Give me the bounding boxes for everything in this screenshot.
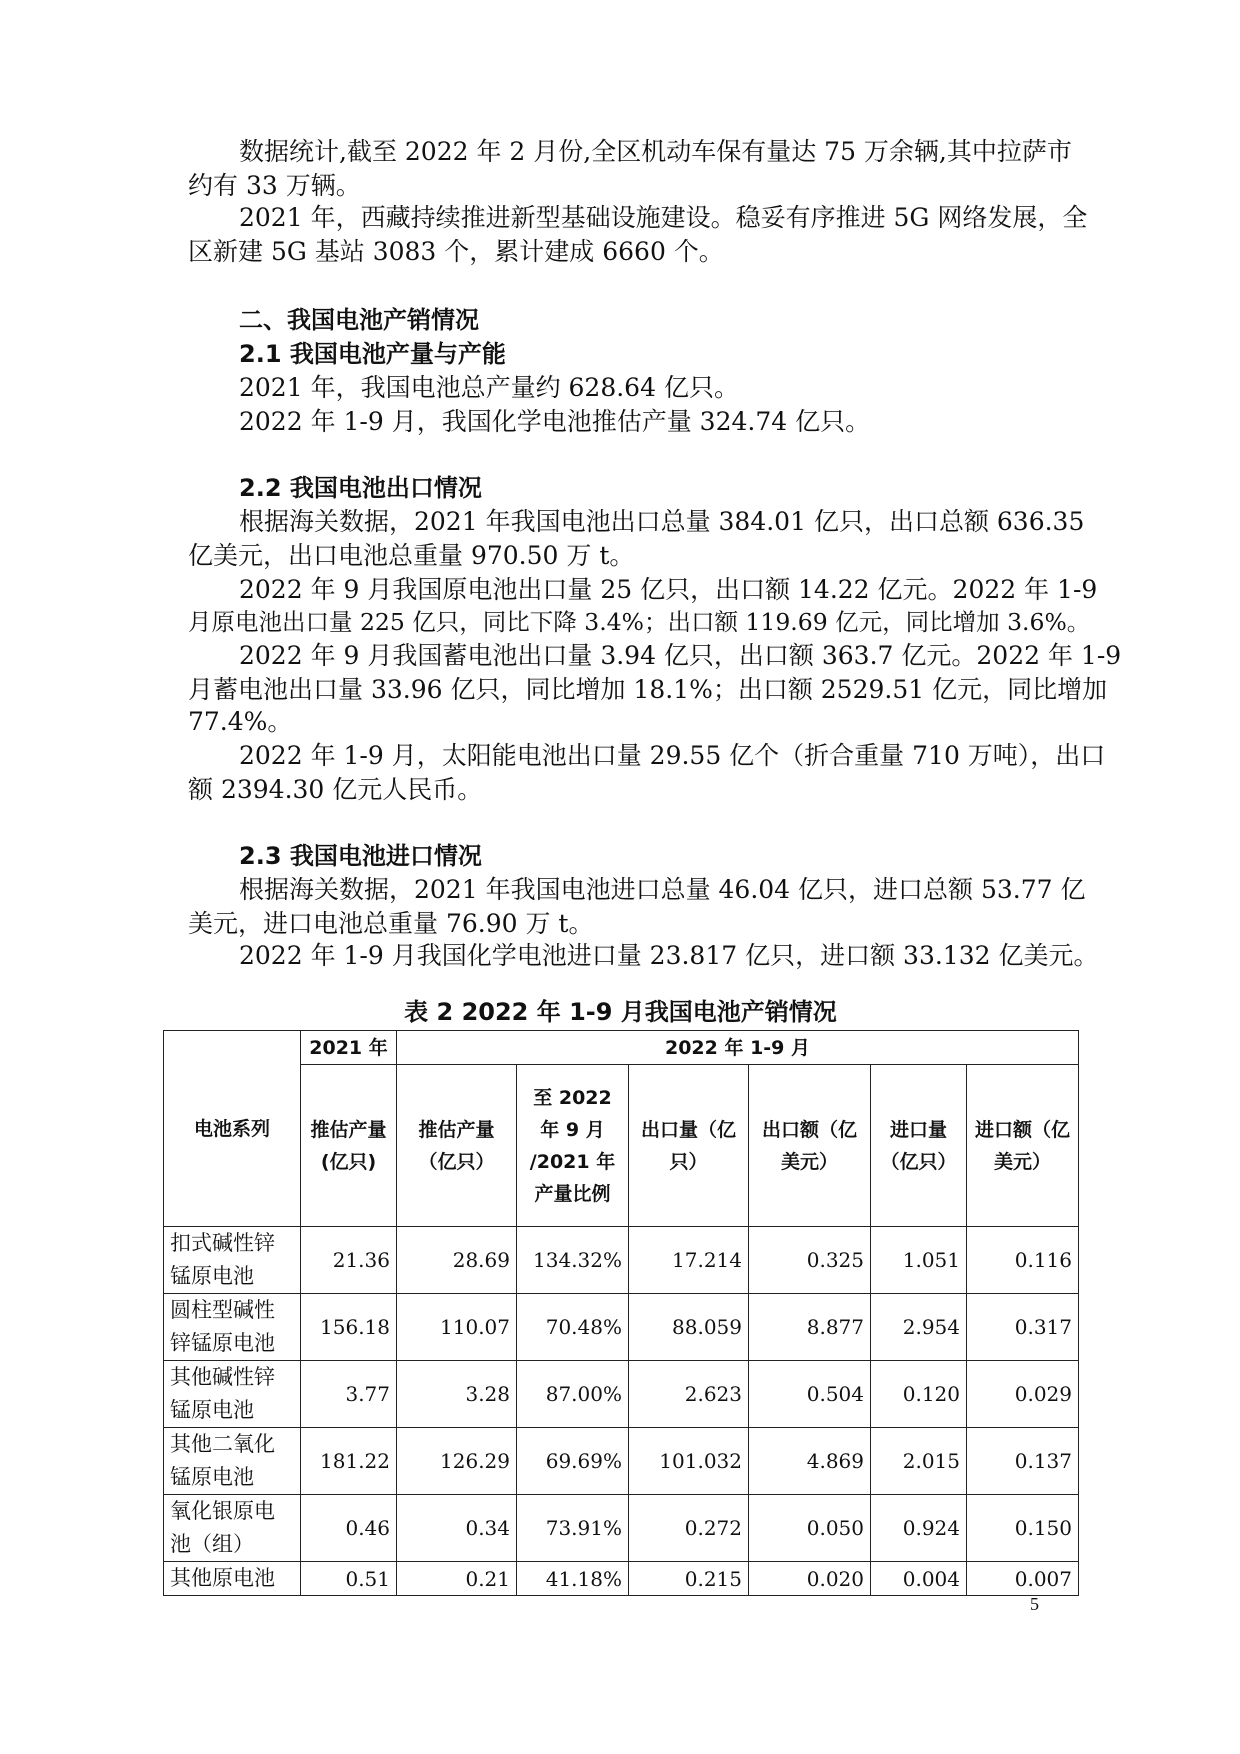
paragraph-line: 2022 年 1-9 月我国化学电池进口量 23.817 亿只，进口额 33.132 亿美元。 <box>239 941 1099 970</box>
paragraph-line: 2022 年 9 月我国原电池出口量 25 亿只，出口额 14.22 亿元。2022 年 1-9 <box>239 575 1098 604</box>
subsection-heading: 2.1 我国电池产量与产能 <box>239 340 506 368</box>
header-2021: 2021 年 <box>301 1031 397 1065</box>
cell-v2022: 110.07 <box>397 1294 517 1361</box>
paragraph-line: 77.4%。 <box>188 707 293 736</box>
col-import-amt: 进口额（亿美元） <box>967 1065 1079 1227</box>
paragraph-line: 根据海关数据，2021 年我国电池进口总量 46.04 亿只，进口总额 53.77 亿 <box>239 875 1086 904</box>
cell-import-qty: 1.051 <box>871 1227 967 1294</box>
table-row <box>164 1361 1079 1428</box>
header-series: 电池系列 <box>164 1031 301 1227</box>
table-row <box>164 1428 1079 1495</box>
col-export-qty: 出口量（亿只） <box>629 1065 749 1227</box>
cell-ratio: 69.69% <box>517 1428 629 1495</box>
cell-v2022: 126.29 <box>397 1428 517 1495</box>
cell-export-amt: 0.050 <box>749 1495 871 1562</box>
subsection-heading: 2.3 我国电池进口情况 <box>239 842 482 870</box>
cell-export-amt: 8.877 <box>749 1294 871 1361</box>
paragraph-line: 约有 33 万辆。 <box>188 171 361 200</box>
col-ratio: 至 2022 年 9 月 /2021 年产量比例 <box>517 1065 629 1227</box>
cell-export-amt: 0.504 <box>749 1361 871 1428</box>
cell-export-qty: 2.623 <box>629 1361 749 1428</box>
cell-v2022: 3.28 <box>397 1361 517 1428</box>
cell-series: 扣式碱性锌锰原电池 <box>164 1227 301 1294</box>
cell-v2021: 181.22 <box>301 1428 397 1495</box>
col-import-qty: 进口量（亿只） <box>871 1065 967 1227</box>
paragraph-line: 2022 年 1-9 月，太阳能电池出口量 29.55 亿个（折合重量 710 万吨），出口 <box>239 741 1106 770</box>
col-est-2021: 推估产量(亿只) <box>301 1065 397 1227</box>
table-row <box>164 1294 1079 1361</box>
cell-import-qty: 0.924 <box>871 1495 967 1562</box>
col-export-amt: 出口额（亿美元） <box>749 1065 871 1227</box>
cell-export-qty: 101.032 <box>629 1428 749 1495</box>
paragraph-line: 根据海关数据，2021 年我国电池出口总量 384.01 亿只，出口总额 636.35 <box>239 507 1085 536</box>
table-row <box>164 1227 1079 1294</box>
cell-series: 圆柱型碱性锌锰原电池 <box>164 1294 301 1361</box>
paragraph-line: 额 2394.30 亿元人民币。 <box>188 775 483 804</box>
cell-import-amt: 0.317 <box>967 1294 1079 1361</box>
paragraph-line: 月蓄电池出口量 33.96 亿只，同比增加 18.1%；出口额 2529.51 亿元，同比增加 <box>188 675 1108 704</box>
cell-import-amt: 0.150 <box>967 1495 1079 1562</box>
cell-v2022: 0.34 <box>397 1495 517 1562</box>
cell-export-qty: 0.272 <box>629 1495 749 1562</box>
cell-export-amt: 0.020 <box>749 1562 871 1596</box>
cell-import-amt: 0.007 <box>967 1562 1079 1596</box>
cell-ratio: 41.18% <box>517 1562 629 1596</box>
cell-series: 氧化银原电池（组） <box>164 1495 301 1562</box>
cell-ratio: 70.48% <box>517 1294 629 1361</box>
cell-export-amt: 0.325 <box>749 1227 871 1294</box>
cell-import-qty: 2.954 <box>871 1294 967 1361</box>
cell-export-amt: 4.869 <box>749 1428 871 1495</box>
cell-series: 其他碱性锌锰原电池 <box>164 1361 301 1428</box>
cell-v2021: 3.77 <box>301 1361 397 1428</box>
cell-import-qty: 0.004 <box>871 1562 967 1596</box>
paragraph-line: 2022 年 1-9 月，我国化学电池推估产量 324.74 亿只。 <box>239 407 871 436</box>
cell-ratio: 134.32% <box>517 1227 629 1294</box>
paragraph-line: 区新建 5G 基站 3083 个，累计建成 6660 个。 <box>188 237 724 266</box>
col-est-2022: 推估产量（亿只） <box>397 1065 517 1227</box>
cell-import-amt: 0.116 <box>967 1227 1079 1294</box>
cell-import-amt: 0.029 <box>967 1361 1079 1428</box>
cell-v2022: 0.21 <box>397 1562 517 1596</box>
cell-v2022: 28.69 <box>397 1227 517 1294</box>
cell-export-qty: 0.215 <box>629 1562 749 1596</box>
paragraph-line: 2021 年，西藏持续推进新型基础设施建设。稳妥有序推进 5G 网络发展，全 <box>239 203 1088 232</box>
cell-ratio: 73.91% <box>517 1495 629 1562</box>
table-caption: 表 2 2022 年 1-9 月我国电池产销情况 <box>404 998 837 1026</box>
cell-import-qty: 0.120 <box>871 1361 967 1428</box>
page-number: 5 <box>1030 1594 1039 1614</box>
header-2022: 2022 年 1-9 月 <box>397 1031 1079 1065</box>
paragraph-line: 2022 年 9 月我国蓄电池出口量 3.94 亿只，出口额 363.7 亿元。2022 年 1-9 <box>239 641 1122 670</box>
cell-v2021: 156.18 <box>301 1294 397 1361</box>
cell-series: 其他二氧化锰原电池 <box>164 1428 301 1495</box>
table-row <box>164 1562 1079 1596</box>
cell-export-qty: 88.059 <box>629 1294 749 1361</box>
cell-import-amt: 0.137 <box>967 1428 1079 1495</box>
table-row <box>164 1495 1079 1562</box>
section-heading: 二、我国电池产销情况 <box>239 306 479 334</box>
cell-import-qty: 2.015 <box>871 1428 967 1495</box>
cell-v2021: 21.36 <box>301 1227 397 1294</box>
subsection-heading: 2.2 我国电池出口情况 <box>239 474 482 502</box>
paragraph-line: 数据统计,截至 2022 年 2 月份,全区机动车保有量达 75 万余辆,其中拉萨市 <box>239 137 1072 166</box>
paragraph-line: 月原电池出口量 225 亿只，同比下降 3.4%；出口额 119.69 亿元，同比增加 3.6%。 <box>188 608 1091 636</box>
cell-export-qty: 17.214 <box>629 1227 749 1294</box>
cell-ratio: 87.00% <box>517 1361 629 1428</box>
cell-v2021: 0.46 <box>301 1495 397 1562</box>
cell-v2021: 0.51 <box>301 1562 397 1596</box>
battery-sales-table <box>163 1030 1079 1596</box>
paragraph-line: 2021 年，我国电池总产量约 628.64 亿只。 <box>239 373 739 402</box>
paragraph-line: 美元，进口电池总重量 76.90 万 t。 <box>188 909 594 938</box>
paragraph-line: 亿美元，出口电池总重量 970.50 万 t。 <box>188 541 635 570</box>
cell-series: 其他原电池 <box>164 1562 301 1596</box>
